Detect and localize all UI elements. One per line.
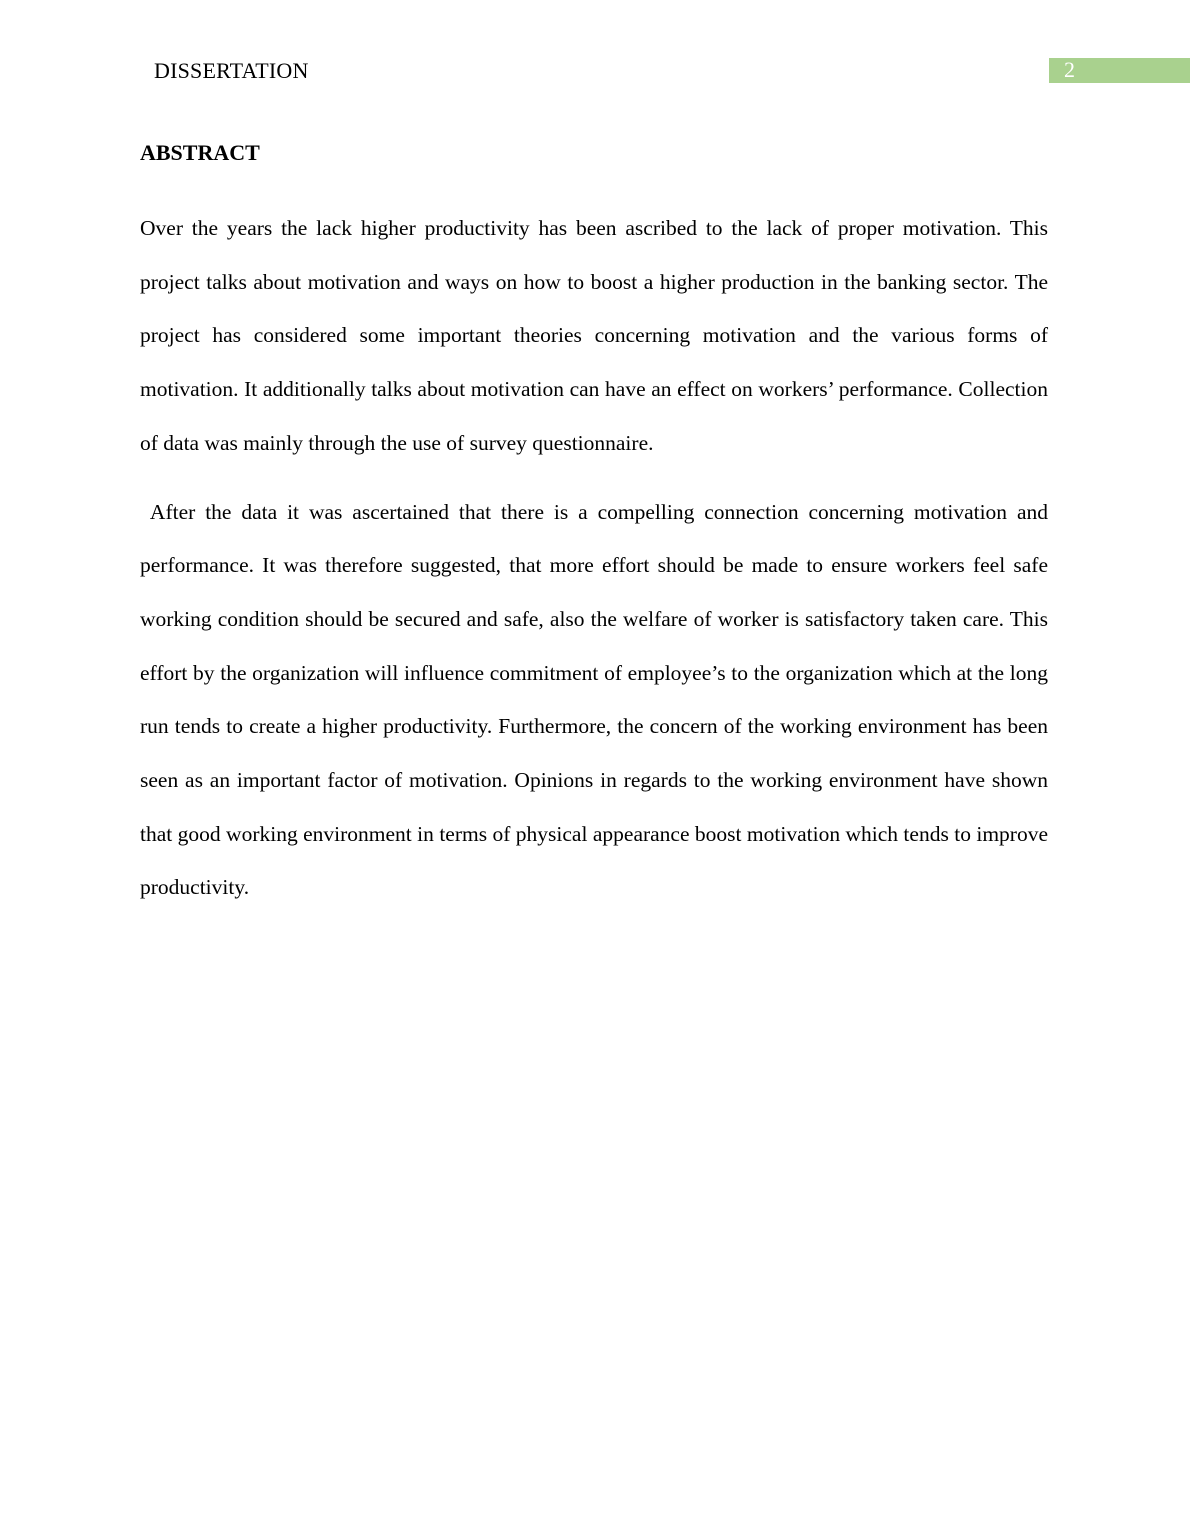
abstract-section [140, 137, 1054, 915]
abstract-paragraph-1: Over the years the lack higher productivity has been ascribed to the lack of proper motivation. This project talks about motivation and ways on how to boost a higher production in the banking sector. The project has considered some important theories concerning motivation and the various forms of motivation. It additionally talks about motivation can have an effect on workers’ performance. Collection of data was mainly through the use of survey questionnaire. [140, 216, 1048, 455]
running-head: DISSERTATION [154, 58, 309, 83]
page-number: 2 [1064, 57, 1075, 82]
abstract-paragraph-2: After the data it was ascertained that there is a compelling connection concerning motivation and performance. It was therefore suggested, that more effort should be made to ensure workers feel safe working condition should be secured and safe, also the welfare of worker is satisfactory taken care. This effort by the organization will influence commitment of employee’s to the organization which at the long run tends to create a higher productivity. Furthermore, the concern of the working environment has been seen as an important factor of motivation. Opinions in regards to the working environment have shown that good working environment in terms of physical appearance boost motivation which tends to improve productivity. [140, 499, 1054, 900]
abstract-heading: ABSTRACT [140, 140, 260, 165]
